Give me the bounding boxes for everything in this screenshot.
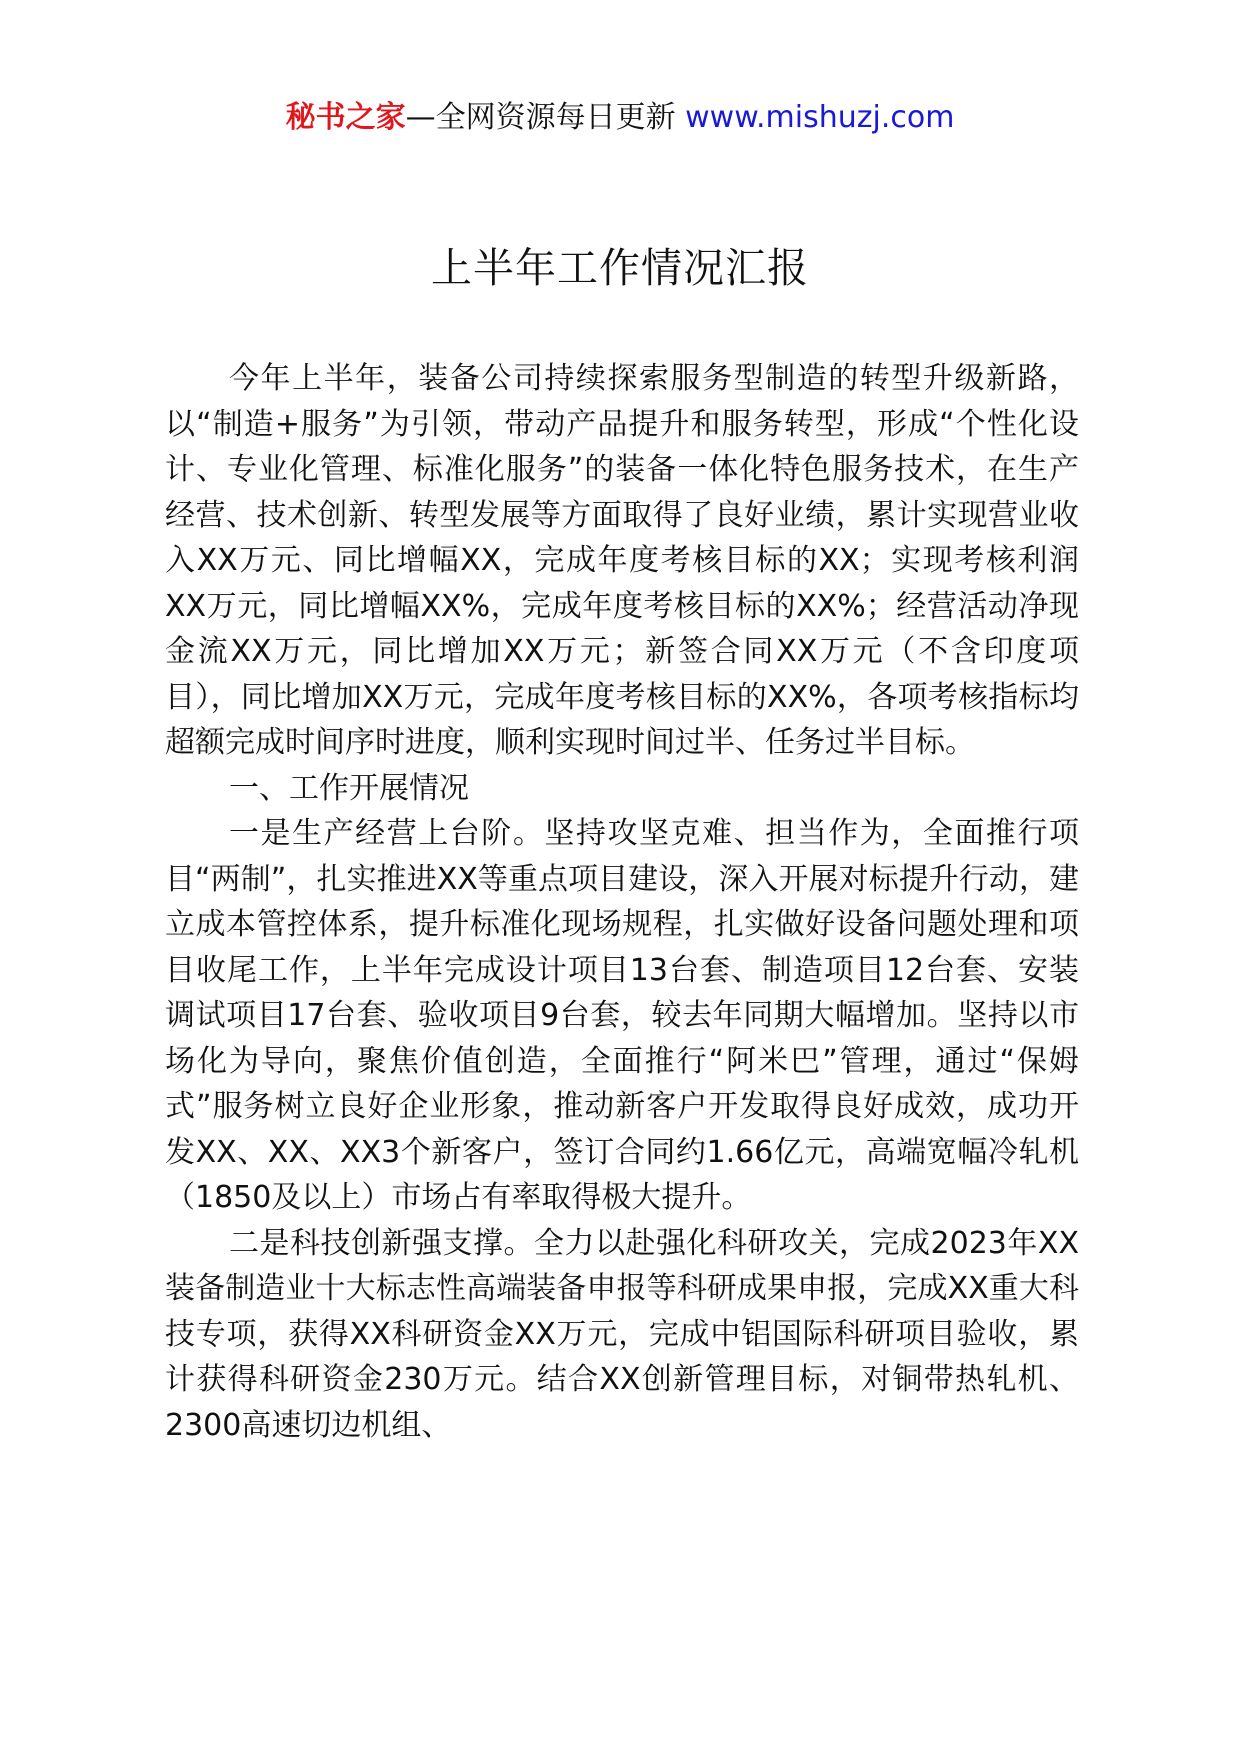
site-url-link[interactable]: www.mishuzj.com [685,100,955,135]
intro-paragraph: 今年上半年，装备公司持续探索服务型制造的转型升级新路，以“制造+服务”为引领，带动产品提升和服务转型，形成“个性化设计、专业化管理、标准化服务”的装备一体化特色服务技术，在生产经营、技术创新、转型发展等方面取得了良好业绩，累计实现营业收入XX万元、同比增幅XX，完成年度考核目标的XX；实现考核利润XX万元，同比增幅XX%，完成年度考核目标的XX%；经营活动净现金流XX万元，同比增加XX万元；新签合同XX万元（不含印度项目），同比增加XX万元，完成年度考核目标的XX%，各项考核指标均超额完成时间序时进度，顺利实现时间过半、任务过半目标。 [165,361,1079,760]
production-paragraph: 一是生产经营上台阶。坚持攻坚克难、担当作为，全面推行项目“两制”，扎实推进XX等重点项目建设，深入开展对标提升行动，建立成本管控体系，提升标准化现场规程，扎实做好设备问题处理和项目收尾工作，上半年完成设计项目13台套、制造项目12台套、安装调试项目17台套、验收项目9台套，较去年同期大幅增加。坚持以市场化为导向，聚焦价值创造，全面推行“阿米巴”管理，通过“保姆式”服务树立良好企业形象，推动新客户开发取得良好成效，成功开发XX、XX、XX3个新客户，签订合同约1.66亿元，高端宽幅冷轧机（1850及以上）市场占有率取得极大提升。 [165,816,1079,1215]
document-title: 上半年工作情况汇报 [431,244,809,292]
innovation-paragraph: 二是科技创新强支撑。全力以赴强化科研攻关，完成2023年XX装备制造业十大标志性高端装备申报等科研成果申报，完成XX重大科技专项，获得XX科研资金XX万元，完成中铝国际科研项目验收，累计获得科研资金230万元。结合XX创新管理目标，对铜带热轧机、2300高速切边机组、 [165,1225,1079,1443]
document-body [165,356,1079,1448]
site-brand: 秘书之家 [285,100,406,135]
section-heading: 一、工作开展情况 [229,770,469,806]
site-tagline: —全网资源每日更新 [405,100,686,135]
site-header [0,98,1240,138]
